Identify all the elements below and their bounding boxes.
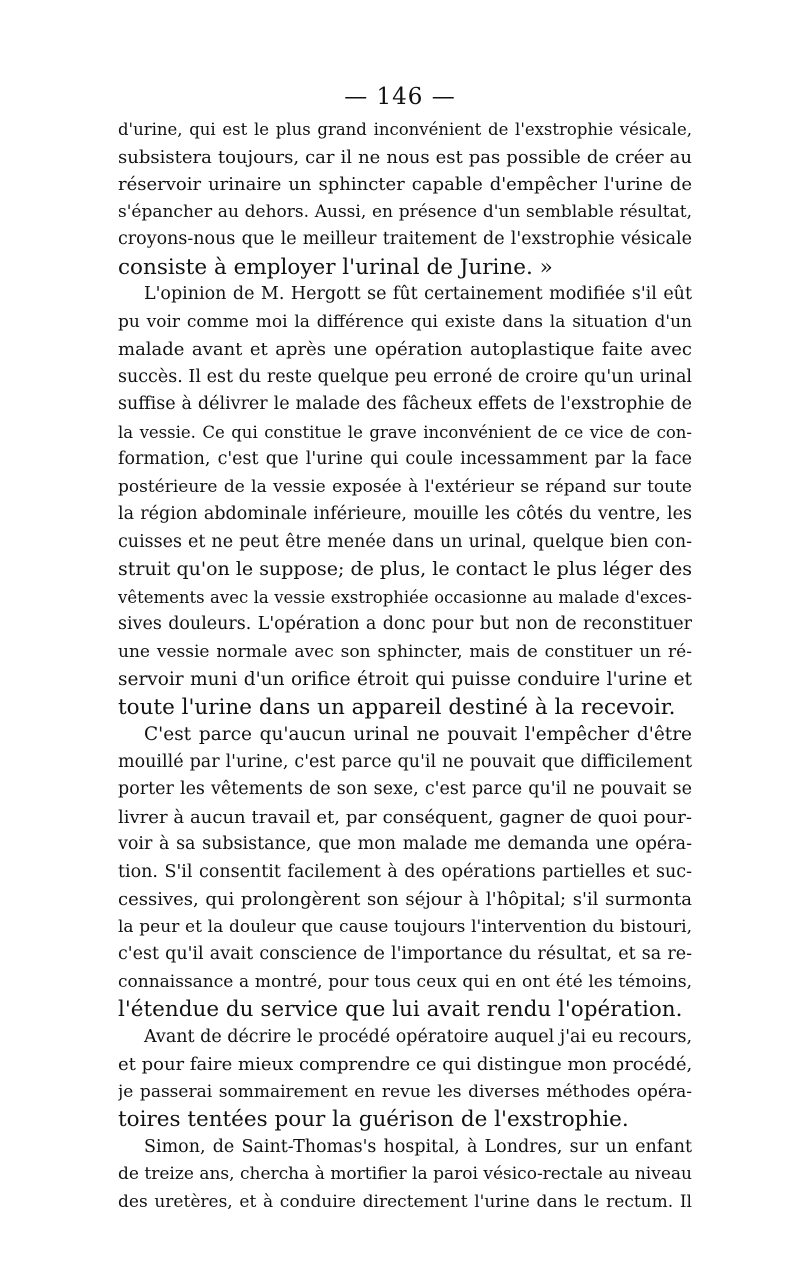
text-line: succès. Il est du reste quelque peu erroné de croire qu'un urinal	[118, 366, 692, 387]
text-line: croyons-nous que le meilleur traitement de l'exstrophie vésicale	[118, 229, 692, 249]
text-line: struit qu'on le suppose; de plus, le contact le plus léger des	[118, 558, 692, 580]
text-line: réservoir urinaire un sphincter capable d'empêcher l'urine de	[118, 174, 692, 195]
text-line: c'est qu'il avait conscience de l'importance du résultat, et sa re-	[118, 944, 692, 964]
text-line: une vessie normale avec son sphincter, mais de constituer un ré-	[118, 641, 692, 662]
text-line: l'étendue du service que lui avait rendu l'opération.	[118, 997, 683, 1022]
text-line: je passerai sommairement en revue les diverses méthodes opéra-	[118, 1081, 692, 1102]
text-line: sives douleurs. L'opération a donc pour but non de reconstituer	[118, 614, 692, 634]
text-line: d'urine, qui est le plus grand inconvénient de l'exstrophie vésicale,	[118, 120, 692, 139]
text-line: la vessie. Ce qui constitue le grave inconvénient de ce vice de con-	[118, 422, 692, 442]
text-line: cuisses et ne peut être menée dans un urinal, quelque bien con-	[118, 531, 692, 552]
text-line: de treize ans, chercha à mortifier la paroi vésico-rectale au niveau	[118, 1164, 692, 1184]
text-line: cessives, qui prolongèrent son séjour à l'hôpital; s'il surmonta	[118, 889, 692, 910]
page-number: — 146 —	[344, 84, 456, 110]
text-line: Simon, de Saint-Thomas's hospital, à Londres, sur un enfant	[144, 1136, 692, 1157]
text-line: tion. S'il consentit facilement à des opérations partielles et suc-	[118, 861, 692, 882]
text-line: porter les vêtements de son sexe, c'est parce qu'il ne pouvait se	[118, 779, 692, 799]
text-line: la peur et la douleur que cause toujours l'intervention du bistouri,	[118, 916, 692, 937]
text-line: s'épancher au dehors. Aussi, en présence d'un semblable résultat,	[118, 201, 692, 222]
text-line: Avant de décrire le procédé opératoire auquel j'ai eu recours,	[144, 1026, 692, 1047]
text-line: consiste à employer l'urinal de Jurine. »	[118, 254, 553, 280]
text-line: postérieure de la vessie exposée à l'extérieur se répand sur toute	[118, 476, 692, 497]
text-line: la région abdominale inférieure, mouille les côtés du ventre, les	[118, 504, 692, 524]
text-line: malade avant et après une opération autoplastique faite avec	[118, 339, 692, 360]
text-line: des uretères, et à conduire directement l'urine dans le rectum. Il	[118, 1191, 692, 1212]
text-line: et pour faire mieux comprendre ce qui distingue mon procédé,	[118, 1054, 692, 1075]
body-text	[118, 116, 692, 1216]
text-line: formation, c'est que l'urine qui coule incessamment par la face	[118, 449, 692, 469]
text-line: vêtements avec la vessie exstrophiée occasionne au malade d'exces-	[118, 587, 692, 607]
text-line: toute l'urine dans un appareil destiné à la recevoir.	[118, 694, 676, 720]
text-line: connaissance a montré, pour tous ceux qui en ont été les témoins,	[118, 971, 692, 992]
text-line: mouillé par l'urine, c'est parce qu'il ne pouvait que difficilement	[118, 751, 692, 772]
text-line: livrer à aucun travail et, par conséquent, gagner de quoi pour-	[118, 806, 692, 828]
text-line: toires tentées pour la guérison de l'exstrophie.	[118, 1107, 629, 1132]
text-line: voir à sa subsistance, que mon malade me demanda une opéra-	[118, 834, 692, 854]
text-line: suffise à délivrer le malade des fâcheux effets de l'exstrophie de	[118, 394, 692, 414]
text-line: servoir muni d'un orifice étroit qui puisse conduire l'urine et	[118, 669, 692, 690]
text-line: subsistera toujours, car il ne nous est pas possible de créer au	[118, 146, 692, 168]
text-line: L'opinion de M. Hergott se fût certainement modifiée s'il eût	[144, 284, 692, 304]
text-line: pu voir comme moi la différence qui existe dans la situation d'un	[118, 311, 692, 332]
text-line: C'est parce qu'aucun urinal ne pouvait l'empêcher d'être	[144, 724, 692, 745]
